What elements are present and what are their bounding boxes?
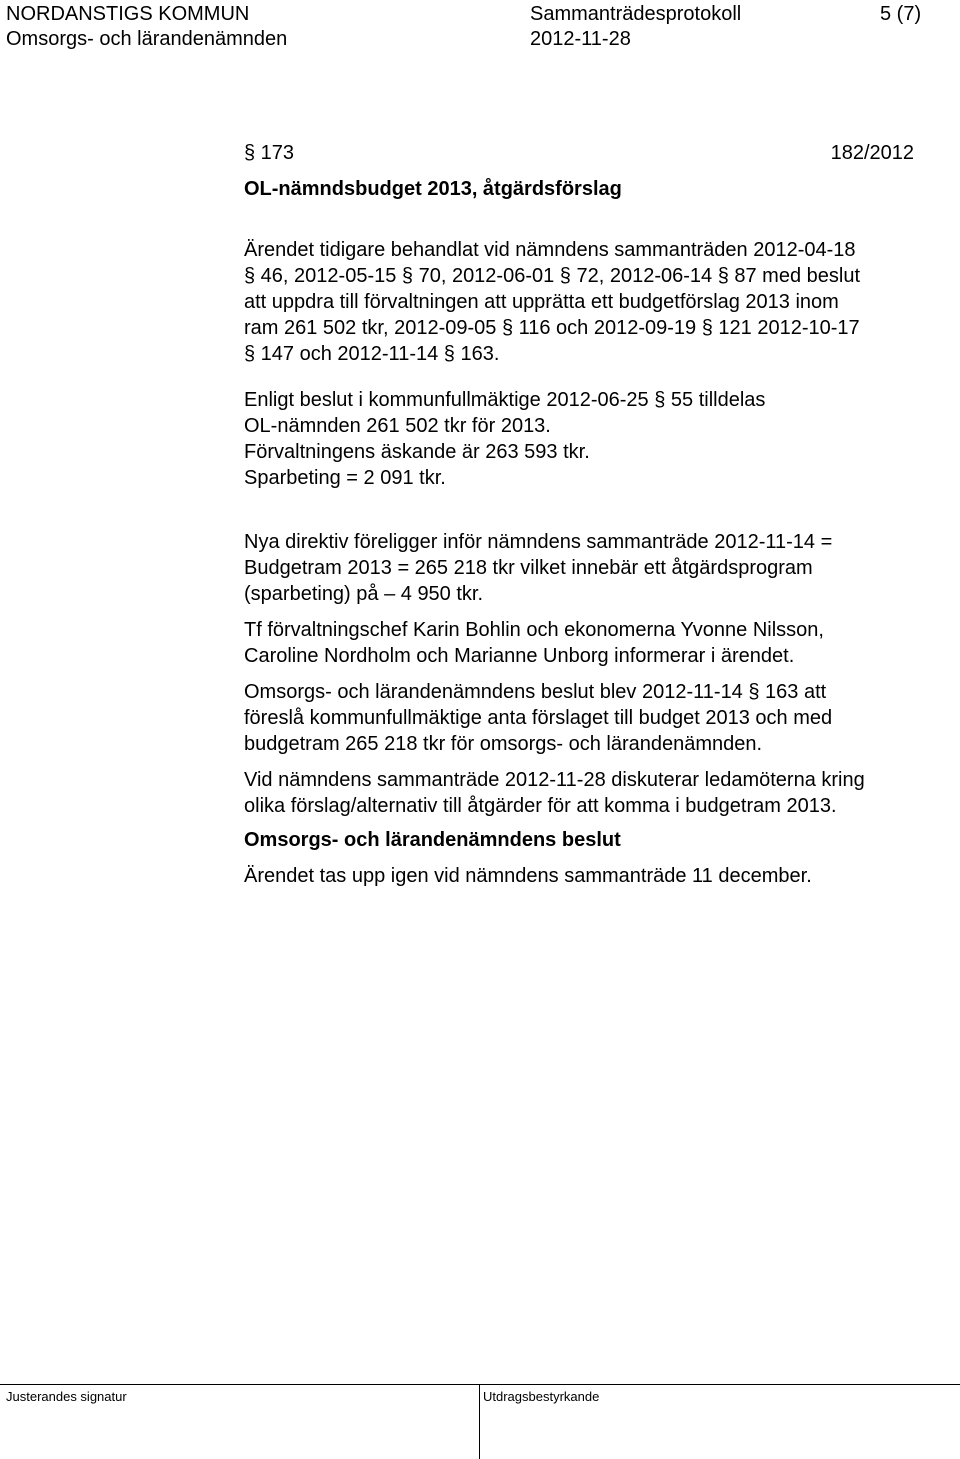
background-paragraph [244,237,914,367]
discussion-paragraph [244,767,914,819]
text-line: (sparbeting) på – 4 950 tkr. [244,583,484,605]
text-line: Omsorgs- och lärandenämndens beslut blev 2012-11-14 § 163 att [244,681,827,703]
item-ref-row [244,140,914,166]
organization-name: NORDANSTIGS KOMMUN [6,3,250,25]
case-number: 182/2012 [830,142,914,164]
text-line: Budgetram 2013 = 265 218 tkr vilket innebär ett åtgärdsprogram [244,557,813,579]
text-line: olika förslag/alternativ till åtgärder för att komma i budgetram 2013. [244,795,837,817]
text-line: Caroline Nordholm och Marianne Unborg informerar i ärendet. [244,645,795,667]
signature-label: Justerandes signatur [6,1389,127,1404]
footer-divider [0,1384,960,1385]
text-line: § 147 och 2012-11-14 § 163. [244,343,500,365]
decision-text: Ärendet tas upp igen vid nämndens sammanträde 11 december. [244,865,812,887]
directive-paragraph [244,529,914,607]
text-line: Vid nämndens sammanträde 2012-11-28 diskuterar ledamöterna kring [244,769,865,791]
page-number: 5 (7) [880,3,922,25]
meeting-date: 2012-11-28 [530,28,631,50]
text-line: Tf förvaltningschef Karin Bohlin och ekonomerna Yvonne Nilsson, [244,619,824,641]
text-line: ram 261 502 tkr, 2012-09-05 § 116 och 2012-09-19 § 121 2012-10-17 [244,317,860,339]
allocation-paragraph [244,387,914,491]
text-line: budgetram 265 218 tkr för omsorgs- och lärandenämnden. [244,733,763,755]
text-line: OL-nämnden 261 502 tkr för 2013. [244,415,551,437]
text-line: § 46, 2012-05-15 § 70, 2012-06-01 § 72, 2012-06-14 § 87 med beslut [244,265,861,287]
footer-column-divider [479,1384,480,1459]
document-type: Sammanträdesprotokoll [530,3,742,25]
paragraph-ref: § 173 [244,142,295,164]
text-line: Sparbeting = 2 091 tkr. [244,467,446,489]
text-line: föreslå kommunfullmäktige anta förslaget till budget 2013 och med [244,707,833,729]
item-title: OL-nämndsbudget 2013, åtgärdsförslag [244,178,622,200]
previous-decision-paragraph [244,679,914,757]
text-line: att uppdra till förvaltningen att upprätta ett budgetförslag 2013 inom [244,291,839,313]
text-line: Nya direktiv föreligger inför nämndens sammanträde 2012-11-14 = [244,531,833,553]
text-line: Enligt beslut i kommunfullmäktige 2012-06-25 § 55 tilldelas [244,389,766,411]
text-line: Förvaltningens äskande är 263 593 tkr. [244,441,590,463]
text-line: Ärendet tidigare behandlat vid nämndens sammanträden 2012-04-18 [244,239,856,261]
info-paragraph [244,617,914,669]
protocol-item [244,140,914,889]
decision-heading: Omsorgs- och lärandenämndens beslut [244,829,621,851]
department-name: Omsorgs- och lärandenämnden [6,28,288,50]
extract-label: Utdragsbestyrkande [483,1389,600,1404]
